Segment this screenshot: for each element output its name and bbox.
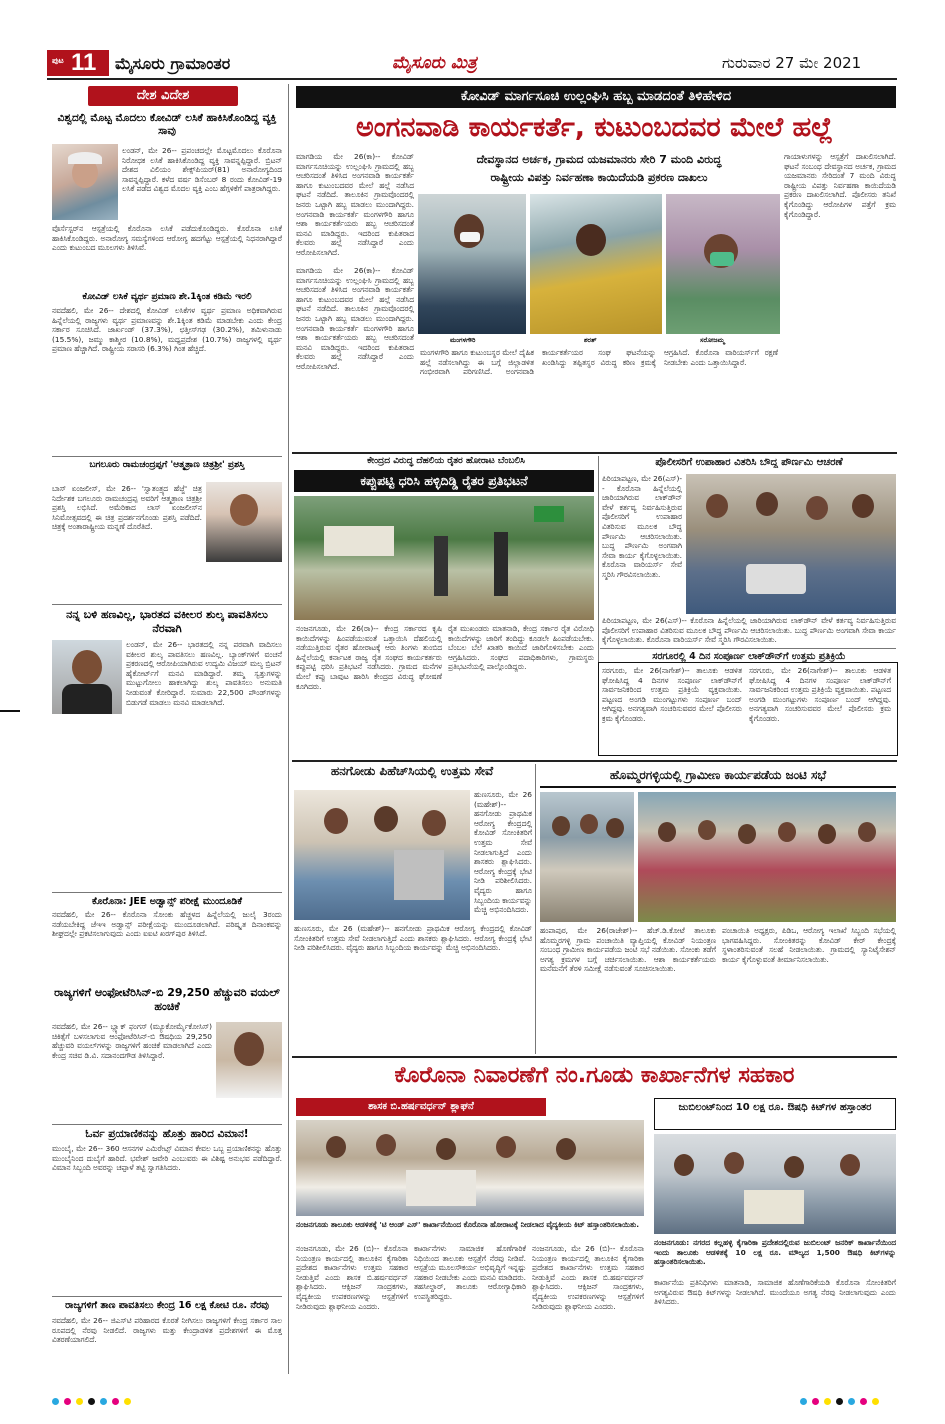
story-heading: ವಿಶ್ವದಲ್ಲಿ ಮೊಟ್ಟ ಮೊದಲು ಕೋವಿಡ್ ಲಸಿಕೆ ಹಾಕಿಸಿಕೊಂಡಿದ್ದ ವ್ಯಕ್ತಿ ಸಾವು <box>57 112 277 137</box>
print-registration-marks-right <box>800 1398 900 1408</box>
photo-sadananda-gowda <box>216 1022 282 1098</box>
photo-caption: ಸರೋಜಮ್ಮ <box>700 336 725 344</box>
industry-body: ನಂಜನಗೂಡು, ಮೇ 26 (ಬಿ)-- ಕೊರೊನಾ ನಿಯಂತ್ರಣ ಕಾರ್ಯದಲ್ಲಿ ತಾಲೂಕಿನ ಕೈಗಾರಿಕಾ ಪ್ರದೇಶದ ಕಾರ್ಖಾನೆಗಳು ಉತ್ತಮ ಸಹಕಾರ ನೀಡುತ್ತಿವೆ ಎಂದು ಶಾಸಕ ಬಿ.ಹರ್ಷವರ್ಧನ್ ಶ್ಲಾಘಿಸಿದರು. ಆಕ್ಸಿಜನ್ ಸಾಂದ್ರಕಗಳು, ವೈದ್ಯಕೀಯ ಉಪಕರಣಗಳನ್ನು ಆಸ್ಪತ್ರೆಗಳಿಗೆ ನೀಡಿರುವುದು ಶ್ಲಾಘನೀಯ ಎಂದರು. <box>296 1244 408 1311</box>
page-number-badge <box>47 50 109 76</box>
divider <box>292 452 897 454</box>
photo-jubilant-kits <box>654 1134 896 1234</box>
print-registration-marks-left <box>52 1398 172 1408</box>
hospital-body: ಹುಣಸೂರು, ಮೇ 26 (ಮಹೇಶ್)-- ಹನಗೋಡು ಪ್ರಾಥಮಿಕ ಆರೋಗ್ಯ ಕೇಂದ್ರದಲ್ಲಿ ಕೋವಿಡ್ ಸೋಂಕಿತರಿಗೆ ಉತ್ತಮ ಸೇವೆ ನೀಡಲಾಗುತ್ತಿದೆ ಎಂದು ಶಾಸಕರು ಶ್ಲಾಘಿಸಿದರು. ಆರೋಗ್ಯ ಕೇಂದ್ರಕ್ಕೆ ಭೇಟಿ ನೀಡಿ ಪರಿಶೀಲಿಸಿದರು. ವೈದ್ಯರು ಹಾಗೂ ಸಿಬ್ಬಂದಿಯ ಕಾರ್ಯವನ್ನು ಮೆಚ್ಚಿ ಅಭಿನಂದಿಸಿದರು. <box>294 924 532 953</box>
masthead <box>47 50 897 76</box>
jubilant-label: ಜುಬಿಲಂಟ್‌ನಿಂದ 10 ಲಕ್ಷ ರೂ. ಔಷಧಿ ಕಿಟ್‌ಗಳ ಹಸ್ತಾಂತರ <box>654 1098 896 1130</box>
photo-farmers-protest <box>294 496 594 620</box>
section-title: ಮೈಸೂರು ಗ್ರಾಮಾಂತರ <box>115 54 231 73</box>
photo-caption: ಮಂಗಳಗೌರಿ <box>450 336 476 344</box>
taskforce-body: ಪಂಚಾಯಿತಿ ಅಧ್ಯಕ್ಷರು, ಪಿಡಿಒ, ಆರೋಗ್ಯ ಇಲಾಖೆ ಸಿಬ್ಬಂದಿ ಸಭೆಯಲ್ಲಿ ಭಾಗವಹಿಸಿದ್ದರು. ಸೋಂಕಿತರನ್ನು ಕೋವಿಡ್ ಕೇರ್ ಕೇಂದ್ರಕ್ಕೆ ಸ್ಥಳಾಂತರಿಸುವಂತೆ ಸಲಹೆ ನೀಡಲಾಯಿತು. ಗ್ರಾಮದಲ್ಲಿ ಸ್ಯಾನಿಟೈಸೇಶನ್ ಕಾರ್ಯ ಕೈಗೊಳ್ಳುವಂತೆ ತೀರ್ಮಾನಿಸಲಾಯಿತು. <box>722 926 896 964</box>
column-divider <box>288 84 289 1374</box>
lead-body: ಮಾಗಡಿಯ ಮೇ 26(ಕಾ)-- ಕೋವಿಡ್ ಮಾರ್ಗಸೂಚಿಯನ್ನು ಉಲ್ಲಂಘಿಸಿ ಗ್ರಾಮದಲ್ಲಿ ಹಬ್ಬ ಆಚರಿಸದಂತೆ ತಿಳಿಸಿದ ಅಂಗನವಾಡಿ ಕಾರ್ಯಕರ್ತೆ ಹಾಗೂ ಕುಟುಂಬದವರ ಮೇಲೆ ಹಲ್ಲೆ ನಡೆಸಿದ ಘಟನೆ ನಡೆದಿದೆ. ತಾಲೂಕಿನ ಗ್ರಾಮವೊಂದರಲ್ಲಿ ಜನರು ಒಟ್ಟಾಗಿ ಹಬ್ಬ ಮಾಡಲು ಮುಂದಾಗಿದ್ದರು. ಅಂಗನವಾಡಿ ಕಾರ್ಯಕರ್ತೆ ಮಂಗಳಗೌರಿ ಹಾಗೂ ಆಶಾ ಕಾರ್ಯಕರ್ತೆಯರು ಹಬ್ಬ ಆಚರಿಸದಂತೆ ಮನವಿ ಮಾಡಿದ್ದರು. ಇದರಿಂದ ಕುಪಿತರಾದ ಕೆಲವರು ಹಲ್ಲೆ ನಡೆಸಿದ್ದಾರೆ ಎಂದು ಆರೋಪಿಸಲಾಗಿದೆ. <box>296 152 414 257</box>
lockdown-headline: ಸರಗೂರಲ್ಲಿ 4 ದಿನ ಸಂಪೂರ್ಣ ಲಾಕ್‌ಡೌನ್‌ಗೆ ಉತ್ತಮ ಪ್ರತಿಕ್ರಿಯೆ <box>652 651 846 662</box>
photo-sarojamma <box>666 194 780 334</box>
issue-date: ಗುರುವಾರ 27 ಮೇ 2021 <box>722 54 862 72</box>
lockdown-box <box>598 662 898 756</box>
story-body: ಲಂಡನ್, ಮೇ 26-- ಭಾರತದಲ್ಲಿ ನನ್ನ ಪರವಾಗಿ ವಾದಿಸಲು ವಕೀಲರ ಶುಲ್ಕ ಪಾವತಿಸಲು ಹಣವಿಲ್ಲ. ಬ್ಯಾಂಕ್‌ಗಳಿಗೆ ವಂಚನೆ ಪ್ರಕರಣದಲ್ಲಿ ಆರೋಪಿಯಾಗಿರುವ ಉದ್ಯಮಿ ವಿಜಯ್ ಮಲ್ಯ ಬ್ರಿಟನ್ ಹೈಕೋರ್ಟ್‌ಗೆ ಮನವಿ ಮಾಡಿದ್ದಾರೆ. ತಮ್ಮ ಸ್ವತ್ತುಗಳನ್ನು ಮುಟ್ಟುಗೋಲು ಹಾಕಲಾಗಿದ್ದು ಶುಲ್ಕ ಪಾವತಿಸಲು ಅನುಮತಿ ನೀಡುವಂತೆ ಕೋರಿದ್ದಾರೆ. ಸುಮಾರು 22,500 ಪೌಂಡ್‌ಗಳನ್ನು ಬಿಡುಗಡೆ ಮಾಡಲು ಮನವಿ ಮಾಡಲಾಗಿದೆ. <box>126 640 282 707</box>
story-heading: ಬಗಲೂರು ರಾಮಚಂದ್ರಪ್ಪಗೆ 'ಆತ್ಮತ್ರಾಣ ಚಿತ್ರಶ್ರೀ' ಪ್ರಶಸ್ತಿ <box>89 460 245 470</box>
story-heading: ಕೋವಿಡ್ ಲಸಿಕೆ ವ್ಯರ್ಥ ಪ್ರಮಾಣ ಶೇ.1ಕ್ಕಿಂತ ಕಡಿಮೆ ಇರಲಿ <box>82 292 252 302</box>
jubilant-box <box>654 1098 896 1374</box>
photo-taskforce-meeting-2 <box>638 792 896 922</box>
story-body: ನವದೆಹಲಿ, ಮೇ 26-- ಕೊರೊನಾ ಸೋಂಕು ಹೆಚ್ಚಳದ ಹಿನ್ನೆಲೆಯಲ್ಲಿ ಜುಲೈ 3ರಂದು ನಡೆಯಬೇಕಿದ್ದ ಜೆಇಇ ಅಡ್ವಾನ್ಸ್ ಪರೀಕ್ಷೆಯನ್ನು ಮುಂದೂಡಲಾಗಿದೆ. ಪರಿಷ್ಕೃತ ದಿನಾಂಕವನ್ನು ಶೀಘ್ರದಲ್ಲೇ ಪ್ರಕಟಿಸಲಾಗುವುದು ಎಂದು ಐಐಟಿ ಖರಗ್‌ಪುರ ತಿಳಿಸಿದೆ. <box>52 910 282 939</box>
masthead-rule <box>47 78 897 80</box>
photo-william-shakespeare <box>52 144 118 220</box>
industry-body: ಕಾರ್ಖಾನೆಗಳು ಸಾಮಾಜಿಕ ಹೊಣೆಗಾರಿಕೆ ನಿಧಿಯಿಂದ ತಾಲೂಕು ಆಸ್ಪತ್ರೆಗೆ ನೆರವು ನೀಡಿವೆ. ಆಸ್ಪತ್ರೆಯ ಮೂಲಸೌಕರ್ಯ ಅಭಿವೃದ್ಧಿಗೆ ಇನ್ನಷ್ಟು ಸಹಕಾರ ನೀಡಬೇಕು ಎಂದು ಮನವಿ ಮಾಡಿದರು. ತಹಸೀಲ್ದಾರ್, ತಾಲೂಕು ಆರೋಗ್ಯಾಧಿಕಾರಿ ಉಪಸ್ಥಿತರಿದ್ದರು. <box>414 1244 526 1301</box>
story-body: ಬಾಸ್ ಏಂಜಲೀಸ್, ಮೇ 26-- 'ಸ್ವಾತಂತ್ರ್ಯದ ಹೆಜ್ಜೆ' ಚಿತ್ರ ನಿರ್ದೇಶಕ ಬಗಲೂರು ರಾಮಚಂದ್ರಪ್ಪ ಅವರಿಗೆ ಆತ್ಮತ್ರಾಣ ಚಿತ್ರಶ್ರೀ ಪ್ರಶಸ್ತಿ ಲಭಿಸಿದೆ. ಅಮೆರಿಕಾದ ಲಾಸ್ ಏಂಜಲೀಸ್‌ನ ಸಿನಿಮೋತ್ಸವದಲ್ಲಿ ಈ ಚಿತ್ರ ಪ್ರದರ್ಶನಗೊಂಡು ಪ್ರಶಸ್ತಿ ಪಡೆದಿದೆ. ಚಿತ್ರಕ್ಕೆ ಅಂತಾರಾಷ್ಟ್ರೀಯ ಮನ್ನಣೆ ದೊರೆತಿದೆ. <box>52 484 202 532</box>
lead-headline: ಅಂಗನವಾಡಿ ಕಾರ್ಯಕರ್ತೆ, ಕುಟುಂಬದವರ ಮೇಲೆ ಹಲ್ಲೆ <box>355 112 834 143</box>
story-body: ಲಂಡನ್, ಮೇ 26-- ಪ್ರಪಂಚದಲ್ಲೇ ಮೊಟ್ಟಮೊದಲು ಕೊರೊನಾ ನಿರೋಧಕ ಲಸಿಕೆ ಹಾಕಿಸಿಕೊಂಡಿದ್ದ ವ್ಯಕ್ತಿ ಸಾವನ್ನಪ್ಪಿದ್ದಾರೆ. ಬ್ರಿಟನ್ ದೇಶದ ವಿಲಿಯಂ ಶೇಕ್ಸ್‌ಪಿಯರ್(81) ಅನಾರೋಗ್ಯದಿಂದ ಸಾವನ್ನಪ್ಪಿದ್ದಾರೆ. ಕಳೆದ ವರ್ಷ ಡಿಸೆಂಬರ್ 8 ರಂದು ಕೋವಿಡ್-19 ಲಸಿಕೆ ಪಡೆದ ವಿಶ್ವದ ಮೊದಲ ವ್ಯಕ್ತಿ ಎಂಬ ಹೆಗ್ಗಳಿಕೆಗೆ ಪಾತ್ರರಾಗಿದ್ದರು. <box>122 146 282 194</box>
photo-mangalagowri <box>418 194 526 334</box>
lead-subhead-line-1: ದೇವಸ್ಥಾನದ ಅರ್ಚಕ, ಗ್ರಾಮದ ಯಜಮಾನರು ಸೇರಿ 7 ಮಂದಿ ವಿರುದ್ಧ <box>476 153 722 166</box>
protest-body: ನಂಜನಗೂಡು, ಮೇ 26(ರಾ)-- ಕೇಂದ್ರ ಸರ್ಕಾರದ ಕೃಷಿ ಕಾಯಿದೆಗಳನ್ನು ಹಿಂಪಡೆಯುವಂತೆ ಒತ್ತಾಯಿಸಿ ದೆಹಲಿಯಲ್ಲಿ ನಡೆಯುತ್ತಿರುವ ರೈತರ ಹೋರಾಟಕ್ಕೆ ಆರು ತಿಂಗಳು ತುಂಬಿದ ಹಿನ್ನೆಲೆಯಲ್ಲಿ ಕರ್ನಾಟಕ ರಾಜ್ಯ ರೈತ ಸಂಘದ ಕಾರ್ಯಕರ್ತರು ಕಪ್ಪುಪಟ್ಟಿ ಧರಿಸಿ ಪ್ರತಿಭಟನೆ ನಡೆಸಿದರು. ಗ್ರಾಮದ ಮನೆಗಳ ಮೇಲೆ ಕಪ್ಪು ಬಾವುಟ ಹಾರಿಸಿ ಕೇಂದ್ರದ ವಿರುದ್ಧ ಘೋಷಣೆ ಕೂಗಿದರು. <box>296 624 442 691</box>
police-headline: ಪೊಲೀಸರಿಗೆ ಉಪಾಹಾರ ವಿತರಿಸಿ ಬೌದ್ಧ ಪೌರ್ಣಮಿ ಆಚರಣೆ <box>655 457 843 468</box>
lead-body: ಗಾಯಾಳುಗಳನ್ನು ಆಸ್ಪತ್ರೆಗೆ ದಾಖಲಿಸಲಾಗಿದೆ. ಘಟನೆ ಸಂಬಂಧ ದೇವಸ್ಥಾನದ ಅರ್ಚಕ, ಗ್ರಾಮದ ಯಜಮಾನರು ಸೇರಿದಂತೆ 7 ಮಂದಿ ವಿರುದ್ಧ ರಾಷ್ಟ್ರೀಯ ವಿಪತ್ತು ನಿರ್ವಹಣಾ ಕಾಯಿದೆಯಡಿ ಪ್ರಕರಣ ದಾಖಲಿಸಲಾಗಿದೆ. ಪೊಲೀಸರು ತನಿಖೆ ಕೈಗೊಂಡಿದ್ದು ಆರೋಪಿಗಳ ಪತ್ತೆಗೆ ಕ್ರಮ ಕೈಗೊಂಡಿದ್ದಾರೆ. <box>784 152 896 219</box>
divider <box>52 1124 282 1125</box>
margin-mark <box>0 710 20 712</box>
story-heading: ರಾಜ್ಯಗಳಿಗೆ ತಾಣ ಪಾವತಿಸಲು ಕೇಂದ್ರ 16 ಲಕ್ಷ ಕೋಟಿ ರೂ. ನೆರವು <box>65 1300 269 1311</box>
photo-industry-handover <box>296 1120 644 1216</box>
divider <box>52 892 282 893</box>
column-divider <box>535 764 536 1054</box>
police-body: ಪಿರಿಯಾಪಟ್ಟಣ, ಮೇ 26(ಎಸ್)-- ಕೊರೊನಾ ಹಿನ್ನೆಲೆಯಲ್ಲಿ ಜಾರಿಯಾಗಿರುವ ಲಾಕ್‌ಡೌನ್ ವೇಳೆ ಕರ್ತವ್ಯ ನಿರ್ವಹಿಸುತ್ತಿರುವ ಪೊಲೀಸರಿಗೆ ಉಪಾಹಾರ ವಿತರಿಸುವ ಮೂಲಕ ಬೌದ್ಧ ಪೌರ್ಣಮಿ ಆಚರಿಸಲಾಯಿತು. ಬುದ್ಧ ಪೌರ್ಣಮಿ ಅಂಗವಾಗಿ ಸೇವಾ ಕಾರ್ಯ ಕೈಗೊಳ್ಳಲಾಯಿತು. ಕೊರೊನಾ ವಾರಿಯರ್ಸ್ ಸೇವೆ ಸ್ಮರಿಸಿ ಗೌರವಿಸಲಾಯಿತು. <box>602 616 896 645</box>
lead-kicker: ಕೋವಿಡ್ ಮಾರ್ಗಸೂಚಿ ಉಲ್ಲಂಘಿಸಿ ಹಬ್ಬ ಮಾಡದಂತೆ ತಿಳಿಹೇಳಿದ <box>296 86 896 108</box>
page-number: 11 <box>71 49 97 76</box>
photo-caption: ಶರತ್ <box>584 336 597 344</box>
photo-ramachandrappa <box>206 482 282 562</box>
divider <box>52 456 282 457</box>
page-label: ಪುಟ <box>52 56 64 65</box>
photo-police-breakfast <box>686 474 896 614</box>
police-body: ಪಿರಿಯಾಪಟ್ಟಣ, ಮೇ 26(ಎಸ್)-- ಕೊರೊನಾ ಹಿನ್ನೆಲೆಯಲ್ಲಿ ಜಾರಿಯಾಗಿರುವ ಲಾಕ್‌ಡೌನ್ ವೇಳೆ ಕರ್ತವ್ಯ ನಿರ್ವಹಿಸುತ್ತಿರುವ ಪೊಲೀಸರಿಗೆ ಉಪಾಹಾರ ವಿತರಿಸುವ ಮೂಲಕ ಬೌದ್ಧ ಪೌರ್ಣಮಿ ಆಚರಿಸಲಾಯಿತು. ಬುದ್ಧ ಪೌರ್ಣಮಿ ಅಂಗವಾಗಿ ಸೇವಾ ಕಾರ್ಯ ಕೈಗೊಳ್ಳಲಾಯಿತು. ಕೊರೊನಾ ವಾರಿಯರ್ಸ್ ಸೇವೆ ಸ್ಮರಿಸಿ ಗೌರವಿಸಲಾಯಿತು. <box>602 474 682 579</box>
story-body: ಮುಂಬೈ, ಮೇ 26-- 360 ಆಸನಗಳ ಎಮಿರೇಟ್ಸ್ ವಿಮಾನ ಕೇವಲ ಒಬ್ಬ ಪ್ರಯಾಣಿಕನನ್ನು ಹೊತ್ತು ಮುಂಬೈನಿಂದ ದುಬೈಗೆ ಹಾರಿದೆ. ಭವೇಶ್ ಜವೇರಿ ಎಂಬುವರು ಈ ವಿಶಿಷ್ಟ ಅನುಭವ ಪಡೆದಿದ್ದಾರೆ. ವಿಮಾನ ಸಿಬ್ಬಂದಿ ಅವರನ್ನು ಚಪ್ಪಾಳೆ ತಟ್ಟಿ ಸ್ವಾಗತಿಸಿದರು. <box>52 1144 282 1173</box>
photo-caption: ನಂಜನಗೂಡು ತಾಲೂಕು ಆಡಳಿತಕ್ಕೆ 'ಟಿ ಆಂಡ್ ಎಸ್' ಕಾರ್ಖಾನೆಯಿಂದ ಕೊರೊನಾ ಹೋರಾಟಕ್ಕೆ ನೀಡಲಾದ ವೈದ್ಯಕೀಯ ಕಿಟ್ ಹಸ್ತಾಂತರಿಸಲಾಯಿತು. <box>296 1220 640 1229</box>
industry-body: ನಂಜನಗೂಡು, ಮೇ 26 (ಬಿ)-- ಕೊರೊನಾ ನಿಯಂತ್ರಣ ಕಾರ್ಯದಲ್ಲಿ ತಾಲೂಕಿನ ಕೈಗಾರಿಕಾ ಪ್ರದೇಶದ ಕಾರ್ಖಾನೆಗಳು ಉತ್ತಮ ಸಹಕಾರ ನೀಡುತ್ತಿವೆ ಎಂದು ಶಾಸಕ ಬಿ.ಹರ್ಷವರ್ಧನ್ ಶ್ಲಾಘಿಸಿದರು. ಆಕ್ಸಿಜನ್ ಸಾಂದ್ರಕಗಳು, ವೈದ್ಯಕೀಯ ಉಪಕರಣಗಳನ್ನು ಆಸ್ಪತ್ರೆಗಳಿಗೆ ನೀಡಿರುವುದು ಶ್ಲಾಘನೀಯ ಎಂದರು. <box>532 1244 644 1311</box>
story-body: ನವದೆಹಲಿ, ಮೇ 26-- ಜಿಎಸ್‌ಟಿ ಪರಿಹಾರದ ಕೊರತೆ ನೀಗಿಸಲು ರಾಜ್ಯಗಳಿಗೆ ಕೇಂದ್ರ ಸರ್ಕಾರ ಸಾಲ ರೂಪದಲ್ಲಿ ನೆರವು ನೀಡಲಿದೆ. ರಾಜ್ಯಗಳು ಮತ್ತು ಕೇಂದ್ರಾಡಳಿತ ಪ್ರದೇಶಗಳಿಗೆ ಈ ಮೊತ್ತ ವಿತರಣೆಯಾಗಲಿದೆ. <box>52 1316 282 1345</box>
lead-body: ಮಂಗಳಗೌರಿ ಹಾಗೂ ಕುಟುಂಬಸ್ಥರ ಮೇಲೆ ದೈಹಿಕ ಹಲ್ಲೆ ನಡೆಸಲಾಗಿದ್ದು ಈ ಬಗ್ಗೆ ಜಿಲ್ಲಾಡಳಿತ ಗಂಭೀರವಾಗಿ ಪರಿಗಣಿಸಿದೆ. ಅಂಗನವಾಡಿ ಕಾರ್ಯಕರ್ತೆಯರ ಸಂಘ ಘಟನೆಯನ್ನು ಖಂಡಿಸಿದ್ದು ತಪ್ಪಿತಸ್ಥರ ವಿರುದ್ಧ ಕಠಿಣ ಕ್ರಮಕ್ಕೆ ಆಗ್ರಹಿಸಿದೆ. ಕೊರೊನಾ ವಾರಿಯರ್ಸ್‌ಗೆ ರಕ್ಷಣೆ ನೀಡಬೇಕು ಎಂದು ಒತ್ತಾಯಿಸಿದ್ದಾರೆ. <box>420 348 778 377</box>
protest-kicker: ಕೇಂದ್ರದ ವಿರುದ್ಧ ದೆಹಲಿಯ ರೈತರ ಹೋರಾಟ ಬೆಂಬಲಿಸಿ <box>367 456 525 466</box>
hospital-headline: ಹನಗೋಡು ಪಿಹೆಚ್‌ಸಿಯಲ್ಲಿ ಉತ್ತಮ ಸೇವೆ <box>330 764 494 778</box>
photo-vijay-mallya <box>52 640 122 714</box>
divider <box>52 1296 282 1297</box>
protest-body: ರೈತ ಮುಖಂಡರು ಮಾತನಾಡಿ, ಕೇಂದ್ರ ಸರ್ಕಾರ ರೈತ ವಿರೋಧಿ ಕಾಯಿದೆಗಳನ್ನು ಜಾರಿಗೆ ತಂದಿದ್ದು ಕೂಡಲೇ ಹಿಂಪಡೆಯಬೇಕು. ಬೆಂಬಲ ಬೆಲೆ ಖಾತರಿ ಕಾಯಿದೆ ಜಾರಿಗೊಳಿಸಬೇಕು ಎಂದು ಆಗ್ರಹಿಸಿದರು. ಸಂಘದ ಪದಾಧಿಕಾರಿಗಳು, ಗ್ರಾಮಸ್ಥರು ಪ್ರತಿಭಟನೆಯಲ್ಲಿ ಪಾಲ್ಗೊಂಡಿದ್ದರು. <box>448 624 594 672</box>
photo-taskforce-meeting-1 <box>540 792 634 922</box>
lead-subhead-line-2: ರಾಷ್ಟ್ರೀಯ ವಿಪತ್ತು ನಿರ್ವಹಣಾ ಕಾಯಿದೆಯಡಿ ಪ್ರಕರಣ ದಾಖಲು <box>490 171 708 184</box>
lockdown-body: ಸರಗೂರು, ಮೇ 26(ನಾಗೇಶ್)-- ತಾಲೂಕು ಆಡಳಿತ ಘೋಷಿಸಿದ್ದ 4 ದಿನಗಳ ಸಂಪೂರ್ಣ ಲಾಕ್‌ಡೌನ್‌ಗೆ ಸಾರ್ವಜನಿಕರಿಂದ ಉತ್ತಮ ಪ್ರತಿಕ್ರಿಯೆ ವ್ಯಕ್ತವಾಯಿತು. ಪಟ್ಟಣದ ಅಂಗಡಿ ಮುಂಗಟ್ಟುಗಳು ಸಂಪೂರ್ಣ ಬಂದ್ ಆಗಿದ್ದವು. ಅನಗತ್ಯವಾಗಿ ಸಂಚರಿಸುವವರ ಮೇಲೆ ಪೊಲೀಸರು ಕ್ರಮ ಕೈಗೊಂಡರು. <box>749 666 891 723</box>
divider <box>292 760 897 762</box>
photo-hospital-visit <box>294 790 470 920</box>
story-heading: ಕೊರೊನಾ: JEE ಅಡ್ವಾನ್ಸ್ ಪರೀಕ್ಷೆ ಮುಂದೂಡಿಕೆ <box>91 896 243 907</box>
taskforce-body: ಹಂಪಾಪುರ, ಮೇ 26(ರಾಜೇಶ್)-- ಹೆಚ್.ಡಿ.ಕೋಟೆ ತಾಲೂಕು ಹೊಮ್ಮರಗಳ್ಳಿ ಗ್ರಾಮ ಪಂಚಾಯಿತಿ ವ್ಯಾಪ್ತಿಯಲ್ಲಿ ಕೋವಿಡ್ ನಿಯಂತ್ರಣ ಸಂಬಂಧ ಗ್ರಾಮೀಣ ಕಾರ್ಯಪಡೆಯ ಜಂಟಿ ಸಭೆ ನಡೆಯಿತು. ಸೋಂಕು ತಡೆಗೆ ಅಗತ್ಯ ಕ್ರಮಗಳ ಬಗ್ಗೆ ಚರ್ಚಿಸಲಾಯಿತು. ಆಶಾ ಕಾರ್ಯಕರ್ತೆಯರು ಮನೆಮನೆಗೆ ತೆರಳಿ ಸಮೀಕ್ಷೆ ನಡೆಸುವಂತೆ ಸೂಚಿಸಲಾಯಿತು. <box>540 926 716 974</box>
lockdown-body: ಸರಗೂರು, ಮೇ 26(ನಾಗೇಶ್)-- ತಾಲೂಕು ಆಡಳಿತ ಘೋಷಿಸಿದ್ದ 4 ದಿನಗಳ ಸಂಪೂರ್ಣ ಲಾಕ್‌ಡೌನ್‌ಗೆ ಸಾರ್ವಜನಿಕರಿಂದ ಉತ್ತಮ ಪ್ರತಿಕ್ರಿಯೆ ವ್ಯಕ್ತವಾಯಿತು. ಪಟ್ಟಣದ ಅಂಗಡಿ ಮುಂಗಟ್ಟುಗಳು ಸಂಪೂರ್ಣ ಬಂದ್ ಆಗಿದ್ದವು. ಅನಗತ್ಯವಾಗಿ ಸಂಚರಿಸುವವರ ಮೇಲೆ ಪೊಲೀಸರು ಕ್ರಮ ಕೈಗೊಂಡರು. <box>602 666 742 723</box>
left-column <box>50 84 284 1384</box>
paper-name: ಮೈಸೂರು ಮಿತ್ರ <box>392 53 477 73</box>
story-heading: ಓರ್ವ ಪ್ರಯಾಣಿಕನನ್ನು ಹೊತ್ತು ಹಾರಿದ ವಿಮಾನ! <box>85 1128 249 1140</box>
divider <box>600 648 896 649</box>
taskforce-headline: ಹೊಮ್ಮರಗಳ್ಳಿಯಲ್ಲಿ ಗ್ರಾಮೀಣ ಕಾರ್ಯಪಡೆಯ ಜಂಟಿ ಸಭೆ <box>540 764 896 788</box>
industry-headline: ಕೊರೊನಾ ನಿವಾರಣೆಗೆ ನಂ.ಗೂಡು ಕಾರ್ಖಾನೆಗಳ ಸಹಕಾರ <box>394 1063 795 1088</box>
lead-body: ಮಾಗಡಿಯ ಮೇ 26(ಕಾ)-- ಕೋವಿಡ್ ಮಾರ್ಗಸೂಚಿಯನ್ನು ಉಲ್ಲಂಘಿಸಿ ಗ್ರಾಮದಲ್ಲಿ ಹಬ್ಬ ಆಚರಿಸದಂತೆ ತಿಳಿಸಿದ ಅಂಗನವಾಡಿ ಕಾರ್ಯಕರ್ತೆ ಹಾಗೂ ಕುಟುಂಬದವರ ಮೇಲೆ ಹಲ್ಲೆ ನಡೆಸಿದ ಘಟನೆ ನಡೆದಿದೆ. ತಾಲೂಕಿನ ಗ್ರಾಮವೊಂದರಲ್ಲಿ ಜನರು ಒಟ್ಟಾಗಿ ಹಬ್ಬ ಮಾಡಲು ಮುಂದಾಗಿದ್ದರು. ಅಂಗನವಾಡಿ ಕಾರ್ಯಕರ್ತೆ ಮಂಗಳಗೌರಿ ಹಾಗೂ ಆಶಾ ಕಾರ್ಯಕರ್ತೆಯರು ಹಬ್ಬ ಆಚರಿಸದಂತೆ ಮನವಿ ಮಾಡಿದ್ದರು. ಇದರಿಂದ ಕುಪಿತರಾದ ಕೆಲವರು ಹಲ್ಲೆ ನಡೆಸಿದ್ದಾರೆ ಎಂದು ಆರೋಪಿಸಲಾಗಿದೆ. <box>296 266 414 371</box>
hospital-body: ಹುಣಸೂರು, ಮೇ 26 (ಮಹೇಶ್)-- ಹನಗೋಡು ಪ್ರಾಥಮಿಕ ಆರೋಗ್ಯ ಕೇಂದ್ರದಲ್ಲಿ ಕೋವಿಡ್ ಸೋಂಕಿತರಿಗೆ ಉತ್ತಮ ಸೇವೆ ನೀಡಲಾಗುತ್ತಿದೆ ಎಂದು ಶಾಸಕರು ಶ್ಲಾಘಿಸಿದರು. ಆರೋಗ್ಯ ಕೇಂದ್ರಕ್ಕೆ ಭೇಟಿ ನೀಡಿ ಪರಿಶೀಲಿಸಿದರು. ವೈದ್ಯರು ಹಾಗೂ ಸಿಬ್ಬಂದಿಯ ಕಾರ್ಯವನ್ನು ಮೆಚ್ಚಿ ಅಭಿನಂದಿಸಿದರು. <box>474 790 532 915</box>
story-heading: ರಾಜ್ಯಗಳಿಗೆ ಆಂಫೋಟೆರಿಸಿನ್-ಬಿ 29,250 ಹೆಚ್ಚುವರಿ ವಯಲ್ ಹಂಚಿಕೆ <box>54 986 280 1013</box>
jubilant-body: ಕಾರ್ಖಾನೆಯ ಪ್ರತಿನಿಧಿಗಳು ಮಾತನಾಡಿ, ಸಾಮಾಜಿಕ ಹೊಣೆಗಾರಿಕೆಯಡಿ ಕೊರೊನಾ ಸೋಂಕಿತರಿಗೆ ಅಗತ್ಯವಿರುವ ಔಷಧಿ ಕಿಟ್‌ಗಳನ್ನು ನೀಡಲಾಗಿದೆ. ಮುಂದೆಯೂ ಅಗತ್ಯ ನೆರವು ನೀಡಲಾಗುವುದು ಎಂದು ತಿಳಿಸಿದರು. <box>654 1278 896 1307</box>
jubilant-caption: ನಂಜನಗೂಡು: ನಗರದ ಕಲ್ಲಹಳ್ಳಿ ಕೈಗಾರಿಕಾ ಪ್ರದೇಶದಲ್ಲಿರುವ ಜುಬಿಲಂಟ್ ಜನರಿಕ್ ಕಾರ್ಖಾನೆಯಿಂದ ಇಂದು ತಾಲೂಕು ಆಡಳಿತಕ್ಕೆ 10 ಲಕ್ಷ ರೂ. ಮೌಲ್ಯದ 1,500 ಔಷಧಿ ಕಿಟ್‌ಗಳನ್ನು ಹಸ್ತಾಂತರಿಸಲಾಯಿತು. <box>654 1238 896 1267</box>
divider <box>292 1056 897 1058</box>
story-body: ನವದೆಹಲಿ, ಮೇ 26-- ಬ್ಲ್ಯಾಕ್ ಫಂಗಸ್ (ಮ್ಯೂಕೋರ್ಮೈಕೋಸಿಸ್) ಚಿಕಿತ್ಸೆಗೆ ಬಳಸಲಾಗುವ ಆಂಫೋಟೆರಿಸಿನ್-ಬಿ ಔಷಧಿಯ 29,250 ಹೆಚ್ಚುವರಿ ವಯಲ್‌ಗಳನ್ನು ರಾಜ್ಯಗಳಿಗೆ ಹಂಚಿಕೆ ಮಾಡಲಾಗಿದೆ ಎಂದು ಕೇಂದ್ರ ಸಚಿವ ಡಿ.ವಿ. ಸದಾನಂದಗೌಡ ತಿಳಿಸಿದ್ದಾರೆ. <box>52 1022 212 1060</box>
divider <box>52 604 282 605</box>
photo-sharath <box>530 194 662 334</box>
story-heading: ನನ್ನ ಬಳಿ ಹಣವಿಲ್ಲ, ಭಾರತದ ವಕೀಲರ ಶುಲ್ಕ ಪಾವತಿಸಲು ನೆರವಾಗಿ <box>66 608 268 635</box>
mla-label: ಶಾಸಕ ಬಿ.ಹರ್ಷವರ್ಧನ್ ಶ್ಲಾಘನೆ <box>296 1098 546 1116</box>
protest-headline: ಕಪ್ಪುಪಟ್ಟಿ ಧರಿಸಿ ಹಳ್ಳಿದಿಡ್ಡಿ ರೈತರ ಪ್ರತಿಭಟನೆ <box>294 470 594 492</box>
section-label-desha-videsha: ದೇಶ ವಿದೇಶ <box>88 86 238 106</box>
story-body: ವೊರ್ಸೆಸ್ಟರ್‌ನ ಆಸ್ಪತ್ರೆಯಲ್ಲಿ ಕೊರೊನಾ ಲಸಿಕೆ ಪಡೆದುಕೊಂಡಿದ್ದರು. ಕೊರೊನಾ ಲಸಿಕೆ ಹಾಕಿಸಿಕೊಂಡಿದ್ದರು. ಅನಾರೋಗ್ಯ ಸಮಸ್ಯೆಗಳಿಂದ ಆರೋಗ್ಯ ಹದಗೆಟ್ಟು ಆಸ್ಪತ್ರೆಯಲ್ಲಿ ನಿಧನರಾಗಿದ್ದಾರೆ ಎಂದು ಕುಟುಂಬದ ಮೂಲಗಳು ತಿಳಿಸಿವೆ. <box>52 224 282 253</box>
lead-subhead <box>424 152 774 185</box>
story-body: ನವದೆಹಲಿ, ಮೇ 26-- ದೇಶದಲ್ಲಿ ಕೋವಿಡ್ ಲಸಿಕೆಗಳ ವ್ಯರ್ಥ ಪ್ರಮಾಣ ಅಧಿಕವಾಗಿರುವ ಹಿನ್ನೆಲೆಯಲ್ಲಿ ರಾಜ್ಯಗಳು ವ್ಯರ್ಥ ಪ್ರಮಾಣವನ್ನು ಶೇ.1ಕ್ಕಿಂತ ಕಡಿಮೆ ಮಾಡಬೇಕು ಎಂದು ಕೇಂದ್ರ ಸರ್ಕಾರ ಸೂಚಿಸಿದೆ. ಜಾರ್ಖಂಡ್ (37.3%), ಛತ್ತೀಸ್‌ಗಢ (30.2%), ತಮಿಳುನಾಡು (15.5%), ಜಮ್ಮು ಕಾಶ್ಮೀರ (10.8%), ಮಧ್ಯಪ್ರದೇಶ (10.7%) ರಾಜ್ಯಗಳಲ್ಲಿ ವ್ಯರ್ಥ ಪ್ರಮಾಣ ಹೆಚ್ಚಾಗಿದೆ. ರಾಷ್ಟ್ರೀಯ ಸರಾಸರಿ (6.3%) ಗಿಂತ ಹೆಚ್ಚಿದೆ. <box>52 306 282 354</box>
